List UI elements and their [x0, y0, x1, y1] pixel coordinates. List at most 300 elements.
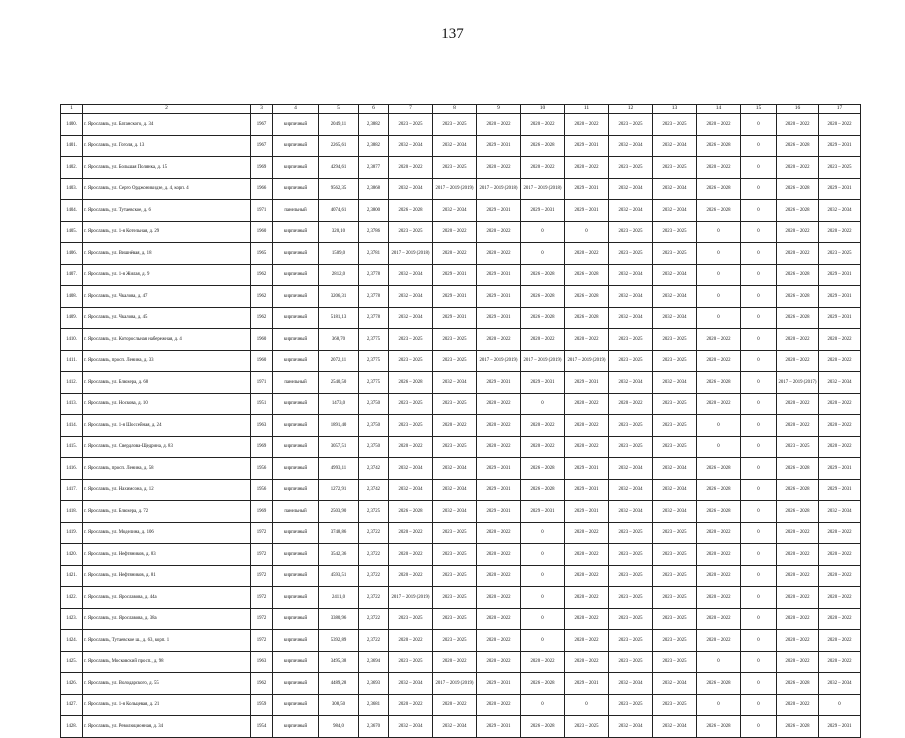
address-cell: г. Ярославль, ул. Ярославова, д. 44а	[83, 587, 251, 609]
table-cell: 2,3681	[359, 694, 389, 716]
row-number-cell: 1410.	[61, 329, 83, 351]
table-cell: кирпичный	[273, 522, 319, 544]
row-number-cell: 1417.	[61, 479, 83, 501]
table-cell: 2026 – 2028	[697, 178, 741, 200]
table-cell: 2026 – 2028	[697, 135, 741, 157]
table-cell: 2023 – 2025	[653, 243, 697, 265]
table-cell: 2020 – 2022	[389, 522, 433, 544]
table-cell: 2,3722	[359, 565, 389, 587]
table-cell: 2020 – 2022	[697, 393, 741, 415]
table-cell: 2812,0	[319, 264, 359, 286]
table-cell: 2,3882	[359, 135, 389, 157]
address-cell: г. Ярославль, ул. Володарского, д. 55	[83, 673, 251, 695]
table-cell: 2020 – 2022	[521, 436, 565, 458]
address-cell: г. Ярославль, ул. 1-я Кольцевая, д. 21	[83, 694, 251, 716]
table-cell: 1969	[251, 501, 273, 523]
table-cell: 2032 – 2034	[609, 479, 653, 501]
row-number-cell: 1406.	[61, 243, 83, 265]
table-cell: 2029 – 2031	[565, 501, 609, 523]
table-cell: 0	[741, 178, 777, 200]
table-cell: 1272,91	[319, 479, 359, 501]
table-cell: 2020 – 2022	[565, 329, 609, 351]
table-cell: 2020 – 2022	[477, 243, 521, 265]
row-number-cell: 1420.	[61, 544, 83, 566]
table-cell: 2029 – 2031	[819, 458, 861, 480]
table-row	[61, 415, 861, 437]
address-cell: г. Ярославль, ул. Вишнёвая, д. 18	[83, 243, 251, 265]
row-number-cell: 1427.	[61, 694, 83, 716]
table-row	[61, 565, 861, 587]
table-row	[61, 608, 861, 630]
table-cell: 2020 – 2022	[697, 587, 741, 609]
table-cell: 2020 – 2022	[389, 157, 433, 179]
table-row	[61, 587, 861, 609]
table-cell: 0	[521, 393, 565, 415]
table-cell: 2029 – 2031	[477, 200, 521, 222]
table-cell: 2020 – 2022	[777, 608, 819, 630]
table-cell: 1956	[251, 458, 273, 480]
table-cell: 2032 – 2034	[609, 178, 653, 200]
table-cell: 2023 – 2025	[653, 544, 697, 566]
row-number-cell: 1418.	[61, 501, 83, 523]
row-number-cell: 1428.	[61, 716, 83, 738]
table-row	[61, 651, 861, 673]
table-cell: 2023 – 2025	[777, 436, 819, 458]
table-cell: 2032 – 2034	[653, 372, 697, 394]
table-cell: 1509,0	[319, 243, 359, 265]
row-number-cell: 1403.	[61, 178, 83, 200]
table-cell: 2029 – 2031	[521, 501, 565, 523]
table-cell: 2020 – 2022	[565, 587, 609, 609]
table-cell: 2265,61	[319, 135, 359, 157]
table-cell: 2032 – 2034	[653, 479, 697, 501]
table-cell: 2020 – 2022	[697, 114, 741, 136]
table-cell: 0	[819, 694, 861, 716]
table-cell: 0	[741, 372, 777, 394]
address-cell: г. Ярославль, ул. Батанского, д. 34	[83, 114, 251, 136]
table-cell: 0	[741, 157, 777, 179]
table-cell: 2032 – 2034	[389, 286, 433, 308]
table-cell: 2020 – 2022	[819, 114, 861, 136]
table-cell: 2023 – 2025	[653, 522, 697, 544]
table-cell: 2020 – 2022	[477, 651, 521, 673]
table-cell: 2020 – 2022	[521, 651, 565, 673]
table-row	[61, 157, 861, 179]
table-cell: 2020 – 2022	[565, 608, 609, 630]
table-cell: 2023 – 2025	[609, 587, 653, 609]
table-cell: 1972	[251, 544, 273, 566]
table-cell: 2023 – 2025	[653, 651, 697, 673]
table-cell: 2020 – 2022	[477, 393, 521, 415]
table-cell: 5181,13	[319, 307, 359, 329]
table-cell: 2032 – 2034	[653, 178, 697, 200]
table-cell: 2020 – 2022	[565, 651, 609, 673]
table-cell: 2032 – 2034	[653, 135, 697, 157]
table-cell: 2020 – 2022	[565, 393, 609, 415]
table-cell: 1967	[251, 114, 273, 136]
table-cell: 2026 – 2028	[697, 479, 741, 501]
table-row	[61, 243, 861, 265]
table-cell: 2020 – 2022	[477, 221, 521, 243]
table-cell: 0	[697, 264, 741, 286]
table-cell: 2023 – 2025	[389, 608, 433, 630]
table-cell: 1473,0	[319, 393, 359, 415]
table-cell: 2023 – 2025	[609, 651, 653, 673]
table-cell: 2020 – 2022	[477, 587, 521, 609]
table-cell: 2020 – 2022	[565, 243, 609, 265]
table-cell: 0	[741, 479, 777, 501]
table-cell: 2020 – 2022	[819, 565, 861, 587]
table-cell: кирпичный	[273, 673, 319, 695]
table-cell: 2026 – 2028	[777, 673, 819, 695]
table-cell: кирпичный	[273, 329, 319, 351]
table-cell: кирпичный	[273, 114, 319, 136]
table-cell: 0	[741, 393, 777, 415]
table-cell: 2,3722	[359, 522, 389, 544]
table-cell: 2032 – 2034	[433, 716, 477, 738]
table-cell: 2020 – 2022	[819, 587, 861, 609]
table-row	[61, 286, 861, 308]
column-number-cell: 17	[819, 105, 861, 114]
table-cell: 2026 – 2028	[565, 264, 609, 286]
table-cell: кирпичный	[273, 587, 319, 609]
table-cell: 2020 – 2022	[477, 157, 521, 179]
table-cell: 2,3882	[359, 114, 389, 136]
column-number-cell: 15	[741, 105, 777, 114]
row-number-cell: 1411.	[61, 350, 83, 372]
table-cell: 2023 – 2025	[389, 415, 433, 437]
address-cell: г. Ярославль, ул. 1-я Шоссейная, д. 24	[83, 415, 251, 437]
table-cell: 2072,11	[319, 350, 359, 372]
table-cell: 2020 – 2022	[819, 393, 861, 415]
table-cell: 1962	[251, 286, 273, 308]
table-cell: 2020 – 2022	[697, 522, 741, 544]
table-cell: 2020 – 2022	[389, 630, 433, 652]
table-cell: 2032 – 2034	[389, 307, 433, 329]
row-number-cell: 1401.	[61, 135, 83, 157]
table-cell: 2020 – 2022	[819, 544, 861, 566]
table-cell: 2020 – 2022	[433, 651, 477, 673]
table-cell: 2,3722	[359, 630, 389, 652]
table-cell: 2026 – 2028	[521, 264, 565, 286]
table-cell: 1962	[251, 673, 273, 695]
table-cell: 2023 – 2025	[653, 221, 697, 243]
table-cell: 2026 – 2028	[777, 135, 819, 157]
table-cell: 2023 – 2025	[609, 630, 653, 652]
table-cell: 2,3775	[359, 329, 389, 351]
table-cell: 2023 – 2025	[609, 415, 653, 437]
table-cell: 0	[741, 565, 777, 587]
table-cell: 2023 – 2025	[433, 157, 477, 179]
table-cell: 2023 – 2025	[609, 329, 653, 351]
table-cell: 2020 – 2022	[565, 157, 609, 179]
table-cell: 2,3778	[359, 286, 389, 308]
table-cell: 2029 – 2031	[477, 372, 521, 394]
table-cell: 2017 – 2019 (2019)	[389, 587, 433, 609]
table-cell: кирпичный	[273, 458, 319, 480]
table-cell: 1972	[251, 587, 273, 609]
table-cell: 2023 – 2025	[609, 221, 653, 243]
table-cell: 2023 – 2025	[609, 544, 653, 566]
table-cell: кирпичный	[273, 608, 319, 630]
table-cell: 2023 – 2025	[389, 651, 433, 673]
column-number-cell: 7	[389, 105, 433, 114]
table-cell: 2032 – 2034	[433, 501, 477, 523]
table-cell: 2023 – 2025	[433, 565, 477, 587]
table-cell: 0	[565, 694, 609, 716]
table-cell: 2020 – 2022	[433, 415, 477, 437]
row-number-cell: 1422.	[61, 587, 83, 609]
table-cell: 2023 – 2025	[389, 221, 433, 243]
table-cell: 2020 – 2022	[697, 157, 741, 179]
table-cell: 0	[697, 221, 741, 243]
table-cell: 2026 – 2028	[697, 716, 741, 738]
row-number-cell: 1409.	[61, 307, 83, 329]
table-cell: 2023 – 2025	[653, 157, 697, 179]
table-cell: 4593,51	[319, 565, 359, 587]
table-row	[61, 673, 861, 695]
table-cell: 2020 – 2022	[777, 587, 819, 609]
table-cell: 0	[565, 221, 609, 243]
table-cell: 2032 – 2034	[609, 716, 653, 738]
table-cell: 2,3775	[359, 372, 389, 394]
table-cell: 2026 – 2028	[777, 716, 819, 738]
table-cell: 2,3868	[359, 178, 389, 200]
row-number-cell: 1402.	[61, 157, 83, 179]
table-cell: 2020 – 2022	[777, 393, 819, 415]
table-cell: 2029 – 2031	[521, 200, 565, 222]
table-cell: 2023 – 2025	[433, 350, 477, 372]
column-number-cell: 14	[697, 105, 741, 114]
table-cell: кирпичный	[273, 651, 319, 673]
table-row	[61, 522, 861, 544]
table-cell: 9562,35	[319, 178, 359, 200]
table-cell: 4489,28	[319, 673, 359, 695]
table-cell: 1960	[251, 221, 273, 243]
table-row	[61, 372, 861, 394]
table-cell: 2023 – 2025	[433, 329, 477, 351]
table-cell: 2017 – 2019 (2019)	[433, 673, 477, 695]
table-cell: 2,3742	[359, 458, 389, 480]
address-cell: г. Ярославль, ул. Ярославова, д. 38а	[83, 608, 251, 630]
table-cell: 0	[521, 243, 565, 265]
table-cell: 5392,89	[319, 630, 359, 652]
row-number-cell: 1416.	[61, 458, 83, 480]
table-cell: 1956	[251, 479, 273, 501]
table-cell: 0	[741, 264, 777, 286]
column-number-cell: 8	[433, 105, 477, 114]
table-cell: 2023 – 2025	[433, 587, 477, 609]
table-cell: 2029 – 2031	[477, 479, 521, 501]
table-cell: 0	[697, 436, 741, 458]
table-cell: 2,3800	[359, 200, 389, 222]
table-cell: 2032 – 2034	[433, 372, 477, 394]
table-cell: 2023 – 2025	[819, 157, 861, 179]
table-cell: 2029 – 2031	[565, 458, 609, 480]
table-cell: 3542,36	[319, 544, 359, 566]
row-number-cell: 1413.	[61, 393, 83, 415]
table-cell: 2,3750	[359, 393, 389, 415]
table-cell: 2026 – 2028	[777, 264, 819, 286]
table-cell: 2020 – 2022	[477, 608, 521, 630]
table-cell: 2032 – 2034	[609, 200, 653, 222]
table-cell: 2023 – 2025	[653, 587, 697, 609]
table-cell: 2023 – 2025	[433, 608, 477, 630]
table-cell: 2026 – 2028	[389, 200, 433, 222]
address-cell: г. Ярославль, ул. Которосльная набережная, д. 4	[83, 329, 251, 351]
table-cell: 0	[741, 458, 777, 480]
table-cell: 2,3750	[359, 436, 389, 458]
table-cell: 2029 – 2031	[477, 264, 521, 286]
table-cell: 2029 – 2031	[819, 286, 861, 308]
table-row	[61, 307, 861, 329]
table-cell: 2032 – 2034	[389, 178, 433, 200]
header-row	[61, 105, 861, 114]
table-cell: 2026 – 2028	[521, 135, 565, 157]
table-row	[61, 458, 861, 480]
table-cell: 2023 – 2025	[433, 522, 477, 544]
table-cell: 2023 – 2025	[433, 630, 477, 652]
column-number-cell: 3	[251, 105, 273, 114]
table-cell: 2029 – 2031	[477, 458, 521, 480]
address-cell: г. Ярославль, ул. Нахимсона, д. 12	[83, 479, 251, 501]
address-cell: г. Ярославль, ул. Моделина, д. 106	[83, 522, 251, 544]
table-cell: 0	[741, 673, 777, 695]
table-cell: 2023 – 2025	[609, 565, 653, 587]
table-cell: 2017 – 2019 (2019)	[521, 350, 565, 372]
table-cell: 2026 – 2028	[697, 501, 741, 523]
table-cell: 2020 – 2022	[777, 221, 819, 243]
table-cell: 1963	[251, 651, 273, 673]
table-cell: 2032 – 2034	[389, 135, 433, 157]
table-cell: 2020 – 2022	[777, 329, 819, 351]
table-cell: 2023 – 2025	[653, 350, 697, 372]
table-cell: 2023 – 2025	[609, 436, 653, 458]
table-cell: 1951	[251, 393, 273, 415]
table-cell: 2020 – 2022	[565, 522, 609, 544]
table-cell: 2023 – 2025	[609, 114, 653, 136]
row-number-cell: 1415.	[61, 436, 83, 458]
table-cell: 2032 – 2034	[609, 307, 653, 329]
table-cell: 2020 – 2022	[819, 415, 861, 437]
table-cell: 2029 – 2031	[565, 200, 609, 222]
table-cell: 2411,0	[319, 587, 359, 609]
table-cell: 2026 – 2028	[777, 479, 819, 501]
table-cell: кирпичный	[273, 393, 319, 415]
table-cell: 2032 – 2034	[653, 673, 697, 695]
table-cell: 1954	[251, 716, 273, 738]
table-row	[61, 329, 861, 351]
table-cell: 2017 – 2019 (2018)	[389, 243, 433, 265]
address-cell: г. Ярославль, ул. Чкалова, д. 47	[83, 286, 251, 308]
row-number-cell: 1412.	[61, 372, 83, 394]
table-cell: 2020 – 2022	[777, 243, 819, 265]
table-cell: 1972	[251, 565, 273, 587]
table-cell: 2023 – 2025	[653, 630, 697, 652]
table-cell: 2020 – 2022	[477, 114, 521, 136]
table-cell: 2020 – 2022	[477, 630, 521, 652]
table-cell: кирпичный	[273, 565, 319, 587]
table-cell: 2023 – 2025	[609, 522, 653, 544]
table-cell: кирпичный	[273, 350, 319, 372]
table-cell: 2026 – 2028	[521, 673, 565, 695]
table-cell: 2026 – 2028	[777, 307, 819, 329]
table-cell: 2032 – 2034	[819, 200, 861, 222]
table-cell: 2017 – 2019 (2017)	[777, 372, 819, 394]
table-cell: кирпичный	[273, 157, 319, 179]
row-number-cell: 1408.	[61, 286, 83, 308]
table-cell: 2017 – 2019 (2018)	[477, 178, 521, 200]
table-cell: 2020 – 2022	[565, 544, 609, 566]
table-cell: кирпичный	[273, 178, 319, 200]
table-cell: 2029 – 2031	[565, 135, 609, 157]
table-cell: 2020 – 2022	[819, 329, 861, 351]
table-cell: 2032 – 2034	[609, 501, 653, 523]
table-cell: 2026 – 2028	[777, 200, 819, 222]
table-cell: 1972	[251, 608, 273, 630]
address-cell: г. Ярославль, ул. Большая Полянка, д. 15	[83, 157, 251, 179]
address-cell: г. Ярославль, ул. Серго Орджоникидзе, д. 4, корп. 4	[83, 178, 251, 200]
table-cell: 2032 – 2034	[653, 200, 697, 222]
column-number-cell: 13	[653, 105, 697, 114]
table-cell: 0	[521, 694, 565, 716]
table-cell: 0	[741, 243, 777, 265]
table-cell: 0	[521, 565, 565, 587]
row-number-cell: 1407.	[61, 264, 83, 286]
table-cell: 2020 – 2022	[477, 436, 521, 458]
table-cell: 0	[741, 716, 777, 738]
table-cell: 2029 – 2031	[565, 673, 609, 695]
table-cell: 2023 – 2025	[565, 716, 609, 738]
table-cell: 1967	[251, 135, 273, 157]
table-cell: 4074,61	[319, 200, 359, 222]
table-cell: 2020 – 2022	[697, 544, 741, 566]
table-cell: 2023 – 2025	[389, 114, 433, 136]
column-number-cell: 2	[83, 105, 251, 114]
table-cell: 2020 – 2022	[389, 544, 433, 566]
table-cell: кирпичный	[273, 694, 319, 716]
column-number-cell: 5	[319, 105, 359, 114]
table-cell: 1963	[251, 415, 273, 437]
table-row	[61, 479, 861, 501]
table-cell: кирпичный	[273, 415, 319, 437]
table-cell: 2023 – 2025	[653, 608, 697, 630]
column-number-cell: 6	[359, 105, 389, 114]
table-cell: 2029 – 2031	[433, 286, 477, 308]
table-cell: 2020 – 2022	[697, 565, 741, 587]
column-number-cell: 12	[609, 105, 653, 114]
table-cell: 2026 – 2028	[565, 286, 609, 308]
table-cell: 2029 – 2031	[819, 264, 861, 286]
table-cell: 2029 – 2031	[477, 135, 521, 157]
table-cell: 2,3781	[359, 243, 389, 265]
table-cell: 320,10	[319, 221, 359, 243]
table-cell: 0	[741, 436, 777, 458]
table-cell: 2023 – 2025	[609, 157, 653, 179]
row-number-cell: 1424.	[61, 630, 83, 652]
table-cell: 1969	[251, 436, 273, 458]
table-cell: 2032 – 2034	[389, 458, 433, 480]
table-cell: 2023 – 2025	[653, 694, 697, 716]
table-cell: 2020 – 2022	[565, 415, 609, 437]
table-row	[61, 114, 861, 136]
table-cell: 2032 – 2034	[609, 372, 653, 394]
table-cell: 2023 – 2025	[389, 393, 433, 415]
table-cell: 2,3750	[359, 415, 389, 437]
table-cell: 2029 – 2031	[477, 286, 521, 308]
table-cell: 2026 – 2028	[777, 501, 819, 523]
table-cell: кирпичный	[273, 436, 319, 458]
